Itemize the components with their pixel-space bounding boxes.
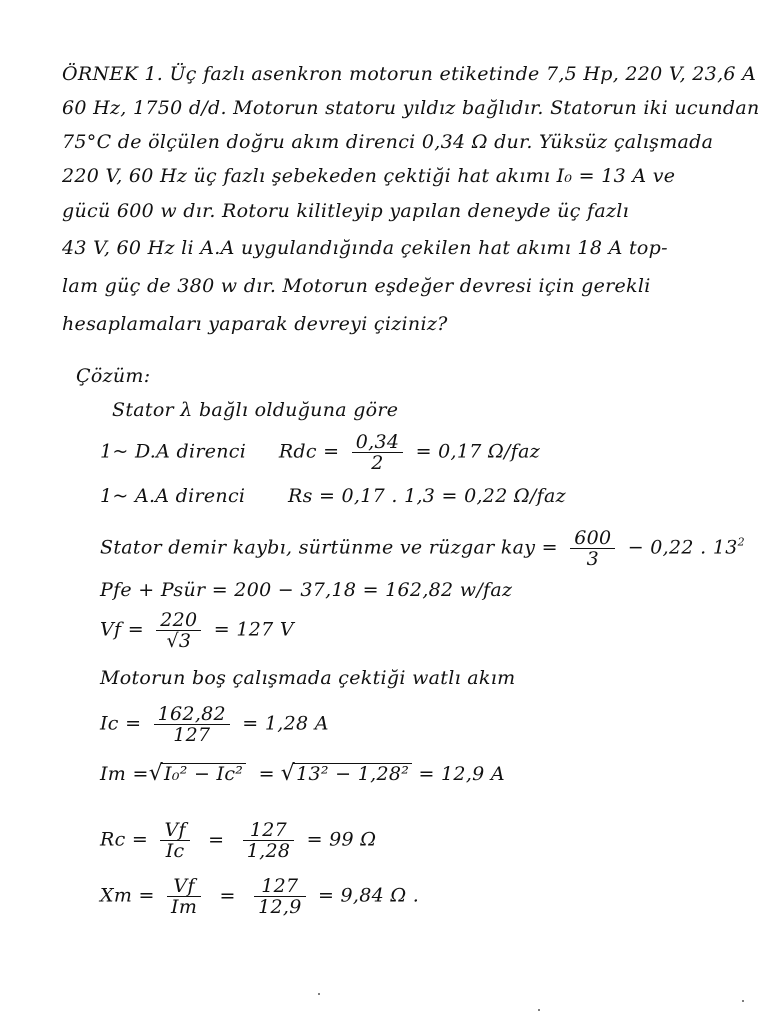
ic-den: 127: [173, 724, 211, 746]
watt-current-note: Motorun boş çalışmada çektiği watlı akım: [100, 667, 516, 689]
scan-speck: [318, 993, 320, 995]
xm-num-1: Vf: [167, 876, 201, 897]
rc-fraction-2: [243, 820, 295, 861]
im-radicand-1: I₀² − Ic²: [161, 763, 246, 784]
rc-den-1: Ic: [165, 840, 185, 862]
stator-note: Stator λ bağlı olduğuna göre: [112, 399, 399, 421]
scan-speck: [538, 1009, 540, 1011]
problem-line-8: hesaplamaları yaparak devreyi çiziniz?: [62, 313, 448, 335]
loss-label: Stator demir kaybı, sürtünme ve rüzgar kay =: [100, 536, 558, 559]
problem-line-1: ÖRNEK 1. Üç fazlı asenkron motorun etiketinde 7,5 Hp, 220 V, 23,6 A: [62, 63, 757, 85]
dc-res-fraction: [352, 432, 404, 473]
stator-loss-line: [100, 528, 760, 569]
loss-rhs: − 0,22 . 13: [627, 536, 738, 559]
loss-num: 600: [570, 528, 615, 549]
problem-line-4: 220 V, 60 Hz üç fazlı şebekeden çektiği hat akımı I₀ = 13 A ve: [62, 165, 676, 187]
vf-num: 220: [156, 610, 201, 631]
xm-lhs: Xm =: [100, 884, 155, 907]
dc-res-num: 0,34: [352, 432, 404, 453]
xm-line: Xm = $\frac{Vf}{Im}$ = $\frac{127}{12,9}$ = 9,84 Ω .: [100, 875, 420, 918]
im-rhs: = 12,9 A: [418, 763, 505, 785]
ic-line: [100, 704, 760, 745]
rc-num-1: Vf: [160, 820, 189, 841]
ic-rhs: = 1,28 A: [242, 712, 329, 735]
ic-lhs: Ic =: [100, 712, 142, 735]
problem-line-2: 60 Hz, 1750 d/d. Motorun statoru yıldız bağlıdır. Statorun iki ucundan: [62, 97, 760, 119]
rc-rhs: = 99 Ω: [306, 828, 377, 851]
loss-exponent: 2: [737, 535, 745, 549]
ac-res-label: 1~ A.A direnci: [100, 485, 246, 507]
solution-heading: Çözüm:: [76, 365, 151, 387]
pfe-line: Pfe + Psür = 200 − 37,18 = 162,82 w/faz: [100, 579, 513, 601]
im-lhs: Im =: [100, 763, 149, 785]
im-line: Im =√I₀² − Ic² = √13² − 1,28² = 12,9 A: [100, 761, 505, 786]
vf-lhs: Vf =: [100, 618, 144, 641]
rc-fraction-1: [160, 820, 189, 861]
problem-line-7: lam güç de 380 w dır. Motorun eşdeğer devresi için gerekli: [62, 275, 651, 297]
rc-lhs: Rc =: [100, 828, 149, 851]
vf-line: [100, 610, 760, 651]
vf-den: √3: [166, 630, 192, 652]
xm-den-1: Im: [171, 896, 198, 918]
xm-rhs: = 9,84 Ω .: [317, 884, 420, 907]
problem-line-5: gücü 600 w dır. Rotoru kilitleyip yapılan deneyde üç fazlı: [62, 200, 630, 222]
dc-res-lhs: Rdc =: [278, 440, 340, 463]
ic-num: 162,82: [154, 704, 230, 725]
vf-rhs: = 127 V: [213, 618, 294, 641]
xm-den-2: 12,9: [258, 896, 302, 918]
problem-line-3: 75°C de ölçülen doğru akım direnci 0,34 Ω dur. Yüksüz çalışmada: [62, 131, 714, 153]
ic-fraction: [154, 704, 230, 745]
rc-den-2: 1,28: [246, 840, 291, 862]
xm-num-2: 127: [254, 876, 306, 897]
ac-res-expr: Rs = 0,17 . 1,3 = 0,22 Ω/faz: [287, 485, 566, 507]
scan-speck: [742, 1000, 744, 1002]
rc-line: Rc = $\frac{Vf}{Ic}$ = $\frac{127}{1,28}$ = 99 Ω: [100, 819, 377, 862]
loss-fraction: [570, 528, 615, 569]
xm-fraction-1: [167, 876, 201, 917]
dc-res-den: 2: [371, 452, 384, 474]
rc-num-2: 127: [243, 820, 295, 841]
im-radicand-2: 13² − 1,28²: [293, 763, 412, 784]
problem-line-6: 43 V, 60 Hz li A.A uygulandığında çekilen hat akımı 18 A top-: [62, 237, 668, 259]
loss-den: 3: [586, 548, 599, 570]
vf-fraction: [156, 610, 201, 651]
xm-fraction-2: [254, 876, 306, 917]
dc-resistance-line: [100, 432, 760, 473]
dc-res-rhs: = 0,17 Ω/faz: [415, 440, 541, 463]
dc-res-label: 1~ D.A direnci: [100, 440, 247, 463]
ac-resistance-line: [100, 484, 760, 508]
